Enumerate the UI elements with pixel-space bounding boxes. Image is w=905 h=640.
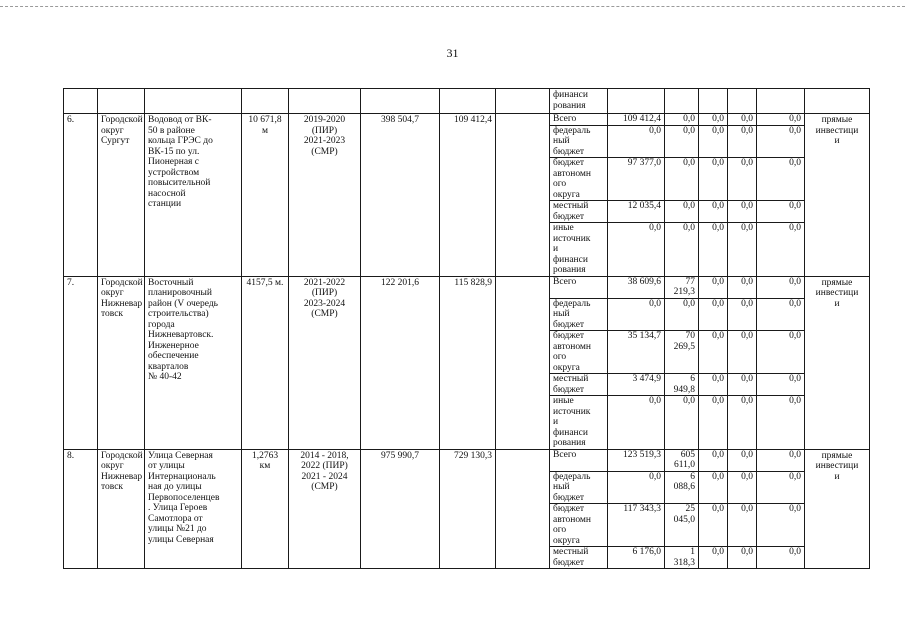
empty-cell [64,89,98,114]
header-fragment-row [64,89,870,114]
page-number: 31 [446,46,459,60]
funding-value-cell: 0,0 [728,396,757,450]
funding-value-cell: 0,0 [728,201,757,223]
funding-value-cell: 0,0 [699,125,728,158]
funding-value-cell: 12 035,4 [608,201,665,223]
funding-value-cell: 0,0 [665,396,699,450]
source-name-cell: Всего [550,114,608,126]
empty-cell [242,89,289,114]
empty-cell [496,276,550,449]
empty-cell [145,89,242,114]
funding-value-cell: 0,0 [699,158,728,201]
funding-value-cell: 0,0 [757,223,805,277]
funding-value-cell: 0,0 [665,223,699,277]
funding-value-cell: 0,0 [699,201,728,223]
empty-cell [496,449,550,569]
funding-value-cell: 0,0 [665,201,699,223]
source-name-cell: местный бюджет [550,547,608,569]
source-name-cell: иные источник и финанси рования [550,223,608,277]
funding-value-cell: 70 269,5 [665,331,699,374]
funding-value-cell: 0,0 [757,114,805,126]
remaining-cost-cell: 109 412,4 [440,114,496,277]
capacity-cell: 10 671,8 м [242,114,289,277]
municipality-cell: Городской округ Нижневар товск [98,276,145,449]
funding-value-cell: 0,0 [699,547,728,569]
empty-cell [361,89,440,114]
funding-value-cell: 0,0 [699,331,728,374]
funding-value-cell: 0,0 [699,298,728,331]
funding-value-cell: 0,0 [699,276,728,298]
funding-value-cell: 6 949,8 [665,374,699,396]
funding-value-cell: 0,0 [665,114,699,126]
funding-value-cell: 0,0 [699,504,728,547]
empty-cell [699,89,728,114]
municipality-cell: Городской округ Нижневар товск [98,449,145,569]
funding-value-cell: 0,0 [665,125,699,158]
funding-value-cell: 0,0 [728,471,757,504]
source-name-cell: федераль ный бюджет [550,471,608,504]
investment-form-cell: прямые инвестици и [805,449,870,569]
funding-value-cell: 0,0 [728,298,757,331]
funding-value-cell: 0,0 [757,396,805,450]
funding-value-cell: 0,0 [608,125,665,158]
source-name-cell: бюджет автономн ого округа [550,331,608,374]
funding-value-cell: 0,0 [728,449,757,471]
municipality-cell: Городской округ Сургут [98,114,145,277]
funding-value-cell: 0,0 [728,125,757,158]
investment-form-cell: прямые инвестици и [805,114,870,277]
funding-value-cell: 0,0 [699,449,728,471]
empty-cell [496,89,550,114]
source-name-cell: бюджет автономн ого округа [550,158,608,201]
source-name-cell: федераль ный бюджет [550,298,608,331]
funding-value-cell: 6 088,6 [665,471,699,504]
estimated-cost-cell: 975 990,7 [361,449,440,569]
funding-value-cell: 0,0 [665,158,699,201]
funding-value-cell: 0,0 [728,331,757,374]
funding-value-cell: 35 134,7 [608,331,665,374]
table-row [64,114,870,126]
source-name-cell: федераль ный бюджет [550,125,608,158]
funding-value-cell: 0,0 [757,276,805,298]
object-name-cell: Восточный планировочный район (V очередь строительства) города Нижневартовск. Инженерное обеспечение кварталов № 40-42 [145,276,242,449]
funding-value-cell: 0,0 [757,547,805,569]
remaining-cost-cell: 729 130,3 [440,449,496,569]
row-number: 7. [64,276,98,449]
funding-value-cell: 38 609,6 [608,276,665,298]
object-name-cell: Улица Северная от улицы Интернациональ ная до улицы Первопоселенцев . Улица Героев Самотлора от улицы №21 до улицы Северная [145,449,242,569]
empty-cell [805,89,870,114]
empty-cell [440,89,496,114]
scan-top-edge [0,6,905,7]
years-cell: 2019-2020 (ПИР) 2021-2023 (СМР) [289,114,361,277]
funding-value-cell: 0,0 [699,223,728,277]
row-number: 6. [64,114,98,277]
funding-value-cell: 97 377,0 [608,158,665,201]
funding-value-cell: 1 318,3 [665,547,699,569]
funding-value-cell: 0,0 [757,125,805,158]
funding-value-cell: 0,0 [608,471,665,504]
object-name-cell: Водовод от ВК- 50 в районе кольца ГРЭС до ВК-15 по ул. Пионерная с устройством повысительной насосной станции [145,114,242,277]
empty-cell [757,89,805,114]
remaining-cost-cell: 115 828,9 [440,276,496,449]
years-cell: 2014 - 2018, 2022 (ПИР) 2021 - 2024 (СМР) [289,449,361,569]
funding-value-cell: 77 219,3 [665,276,699,298]
funding-value-cell: 0,0 [757,158,805,201]
funding-value-cell: 25 045,0 [665,504,699,547]
table-row [64,449,870,471]
estimated-cost-cell: 398 504,7 [361,114,440,277]
empty-cell [728,89,757,114]
years-cell: 2021-2022 (ПИР) 2023-2024 (СМР) [289,276,361,449]
funding-value-cell: 605 611,0 [665,449,699,471]
funding-value-cell: 0,0 [757,298,805,331]
funding-value-cell: 0,0 [728,158,757,201]
table-row [64,276,870,298]
source-name-cell: местный бюджет [550,201,608,223]
funding-value-cell: 123 519,3 [608,449,665,471]
funding-value-cell: 0,0 [728,504,757,547]
funding-value-cell: 0,0 [757,331,805,374]
source-name-cell: бюджет автономн ого округа [550,504,608,547]
funding-value-cell: 0,0 [699,396,728,450]
funding-value-cell: 0,0 [728,374,757,396]
funding-value-cell: 0,0 [728,223,757,277]
row-number: 8. [64,449,98,569]
source-name-cell: иные источник и финанси рования [550,396,608,450]
funding-value-cell: 6 176,0 [608,547,665,569]
source-name-cell: Всего [550,276,608,298]
source-cell: финанси рования [550,89,608,114]
funding-value-cell: 0,0 [608,223,665,277]
funding-value-cell: 0,0 [665,298,699,331]
funding-value-cell: 0,0 [728,547,757,569]
funding-value-cell: 117 343,3 [608,504,665,547]
investment-form-cell: прямые инвестици и [805,276,870,449]
capacity-cell: 4157,5 м. [242,276,289,449]
funding-value-cell: 0,0 [608,396,665,450]
funding-value-cell: 0,0 [728,114,757,126]
empty-cell [665,89,699,114]
empty-cell [289,89,361,114]
capacity-cell: 1,2763 км [242,449,289,569]
empty-cell [98,89,145,114]
funding-value-cell: 109 412,4 [608,114,665,126]
funding-value-cell: 0,0 [608,298,665,331]
empty-cell [496,114,550,277]
empty-cell [608,89,665,114]
funding-value-cell: 0,0 [699,374,728,396]
funding-value-cell: 0,0 [757,201,805,223]
funding-value-cell: 0,0 [757,504,805,547]
funding-value-cell: 0,0 [699,114,728,126]
investment-table [63,88,870,569]
funding-value-cell: 0,0 [728,276,757,298]
source-name-cell: местный бюджет [550,374,608,396]
source-name-cell: Всего [550,449,608,471]
funding-value-cell: 3 474,9 [608,374,665,396]
funding-value-cell: 0,0 [757,449,805,471]
funding-value-cell: 0,0 [699,471,728,504]
funding-value-cell: 0,0 [757,374,805,396]
estimated-cost-cell: 122 201,6 [361,276,440,449]
funding-value-cell: 0,0 [757,471,805,504]
